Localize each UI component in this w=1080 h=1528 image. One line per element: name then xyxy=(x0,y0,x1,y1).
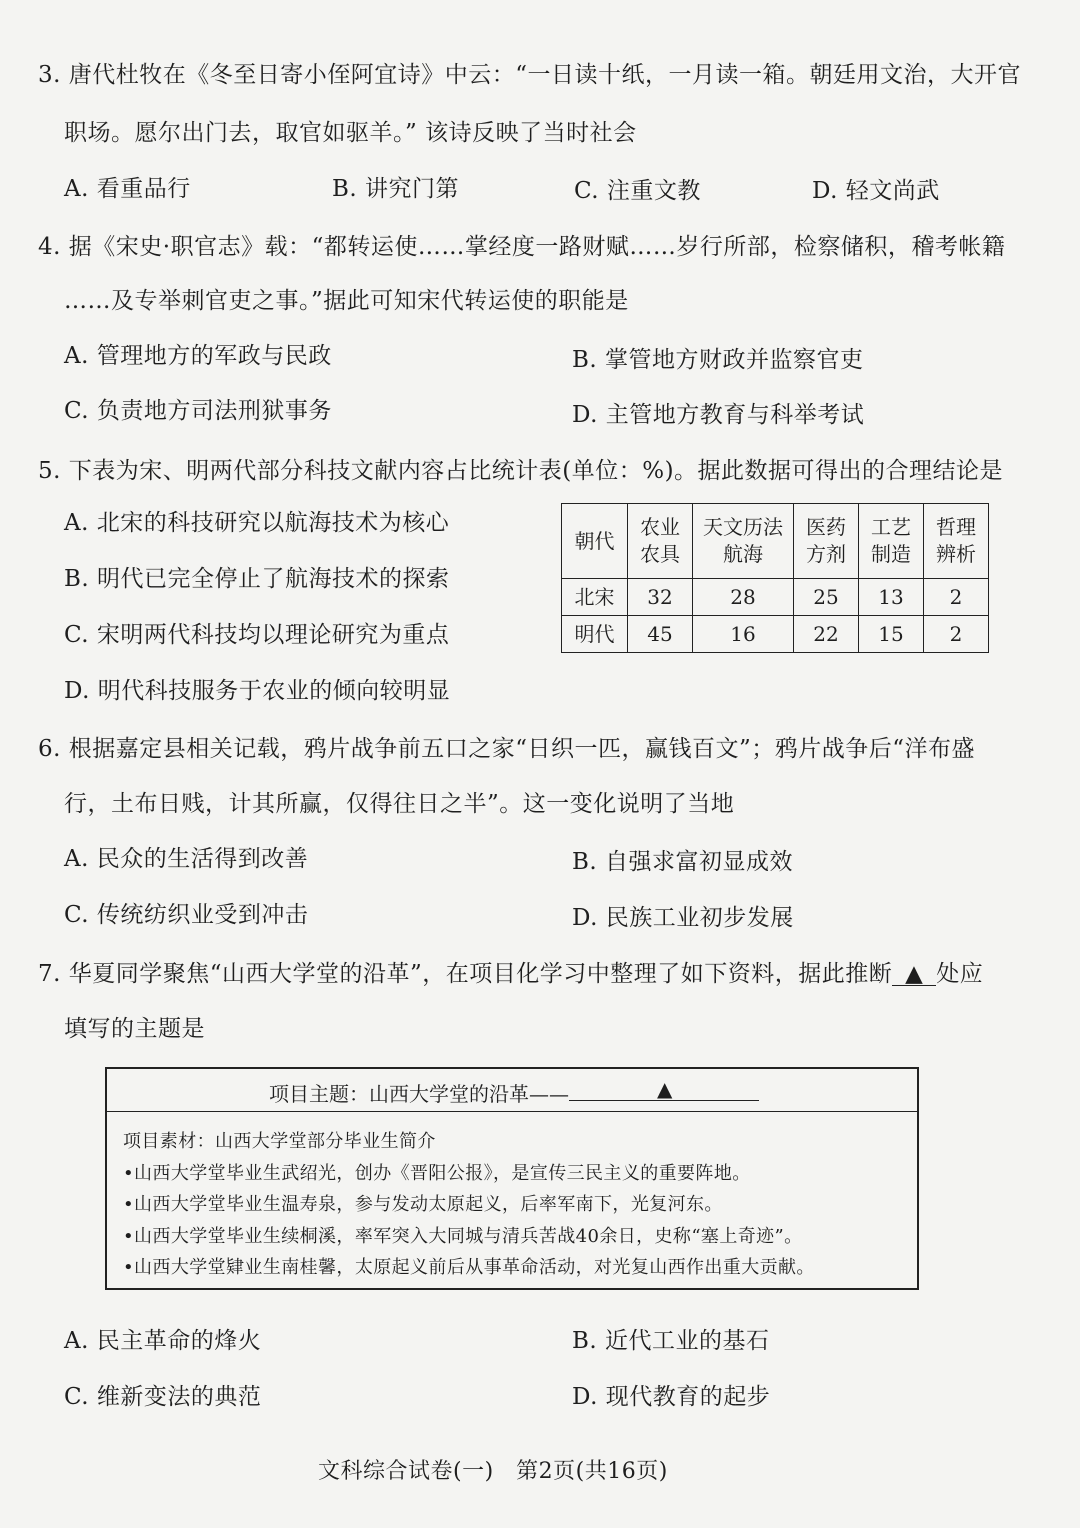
q6-stem-line2: 行，土布日贱，计其所赢，仅得往日之半”。这一变化说明了当地 xyxy=(64,791,735,817)
q6-stem-line1: 6. 根据嘉定县相关记载，鸦片战争前五口之家“日织一匹，赢钱百文”；鸦片战争后“洋布盛 xyxy=(38,736,976,762)
q4-option-d: D. 主管地方教育与科举考试 xyxy=(572,402,865,428)
q7-stem-text: 7. 华夏同学聚焦“山西大学堂的沿革”，在项目化学习中整理了如下资料，据此推断 xyxy=(38,961,893,987)
table-header-row xyxy=(562,504,989,579)
q6-option-b: B. 自强求富初显成效 xyxy=(572,849,794,875)
q4-option-b: B. 掌管地方财政并监察官吏 xyxy=(572,347,864,373)
q6-option-c: C. 传统纺织业受到冲击 xyxy=(64,902,309,928)
q3-stem-line2: 职场。愿尔出门去，取官如驱羊。” 该诗反映了当时社会 xyxy=(64,120,637,146)
table-header-cell: 朝代 xyxy=(562,504,628,579)
q3-stem-line1: 3. 唐代杜牧在《冬至日寄小侄阿宜诗》中云：“一日读十纸，一月读一箱。朝廷用文治，大开官 xyxy=(38,62,1022,88)
q4-option-c: C. 负责地方司法刑狱事务 xyxy=(64,398,332,424)
q7-box-title-label: 项目主题：山西大学堂的沿革—— xyxy=(269,1082,569,1106)
triangle-icon: ▲ xyxy=(657,1077,673,1101)
q5-option-b: B. 明代已完全停止了航海技术的探索 xyxy=(64,566,450,592)
q5-option-a: A. 北宋的科技研究以航海技术为核心 xyxy=(64,510,450,536)
list-item: •山西大学堂毕业生温寿泉，参与发动太原起义，后率军南下，光复河东。 xyxy=(123,1194,723,1215)
q6-option-a: A. 民众的生活得到改善 xyxy=(64,846,309,872)
table-cell: 45 xyxy=(628,616,693,653)
table-cell: 2 xyxy=(924,616,989,653)
table-row xyxy=(562,579,989,616)
table-cell: 25 xyxy=(794,579,859,616)
q7-answer-blank: ▲ xyxy=(892,963,936,986)
table-header-cell: 哲理 辨析 xyxy=(924,504,989,579)
table-cell: 16 xyxy=(693,616,794,653)
q4-option-a: A. 管理地方的军政与民政 xyxy=(64,343,332,369)
list-item: •山西大学堂毕业生武绍光，创办《晋阳公报》，是宣传三民主义的重要阵地。 xyxy=(123,1163,751,1184)
list-item: •山西大学堂肄业生南桂馨，太原起义前后从事革命活动，对光复山西作出重大贡献。 xyxy=(123,1257,815,1278)
table-header-cell: 医药 方剂 xyxy=(794,504,859,579)
q5-option-c: C. 宋明两代科技均以理论研究为重点 xyxy=(64,622,450,648)
table-cell: 32 xyxy=(628,579,693,616)
q7-option-a: A. 民主革命的烽火 xyxy=(64,1328,262,1354)
table-header-cell: 工艺 制造 xyxy=(859,504,924,579)
table-cell: 22 xyxy=(794,616,859,653)
q6-option-d: D. 民族工业初步发展 xyxy=(572,905,794,931)
q3-option-a: A. 看重品行 xyxy=(64,176,191,202)
q3-option-c: C. 注重文教 xyxy=(574,178,701,204)
q5-stem-line1: 5. 下表为宋、明两代部分科技文献内容占比统计表(单位：%)。据此数据可得出的合理结论是 xyxy=(38,458,1004,484)
q7-option-c: C. 维新变法的典范 xyxy=(64,1384,262,1410)
q7-material-box xyxy=(105,1067,919,1290)
table-row xyxy=(562,616,989,653)
q7-box-title xyxy=(107,1069,917,1112)
table-cell: 15 xyxy=(859,616,924,653)
table-header-cell: 天文历法 航海 xyxy=(693,504,794,579)
q4-stem-line2: ……及专举刺官吏之事。”据此可知宋代转运使的职能是 xyxy=(64,288,629,314)
q7-stem-line1 xyxy=(38,955,983,988)
table-cell: 2 xyxy=(924,579,989,616)
q4-stem-line1: 4. 据《宋史·职官志》载：“都转运使……掌经度一路财赋……岁行所部，检察储积，稽考帐籍 xyxy=(38,234,1006,260)
q7-stem-tail: 处应 xyxy=(936,961,984,987)
q7-stem-line2: 填写的主题是 xyxy=(64,1016,205,1042)
q5-data-table xyxy=(561,503,989,653)
page-footer: 文科综合试卷(一) 第2页(共16页) xyxy=(318,1459,668,1484)
q7-option-b: B. 近代工业的基石 xyxy=(572,1328,770,1354)
table-header-cell: 农业 农具 xyxy=(628,504,693,579)
table-cell: 北宋 xyxy=(562,579,628,616)
table-cell: 明代 xyxy=(562,616,628,653)
list-item: •山西大学堂毕业生续桐溪，率军突入大同城与清兵苦战40余日，史称“塞上奇迹”。 xyxy=(123,1226,803,1247)
q3-option-d: D. 轻文尚武 xyxy=(812,178,940,204)
table-cell: 28 xyxy=(693,579,794,616)
q5-option-d: D. 明代科技服务于农业的倾向较明显 xyxy=(64,678,451,704)
q7-materials-title: 项目素材：山西大学堂部分毕业生简介 xyxy=(123,1131,436,1152)
q7-option-d: D. 现代教育的起步 xyxy=(572,1384,771,1410)
table-cell: 13 xyxy=(859,579,924,616)
q3-option-b: B. 讲究门第 xyxy=(332,176,460,202)
